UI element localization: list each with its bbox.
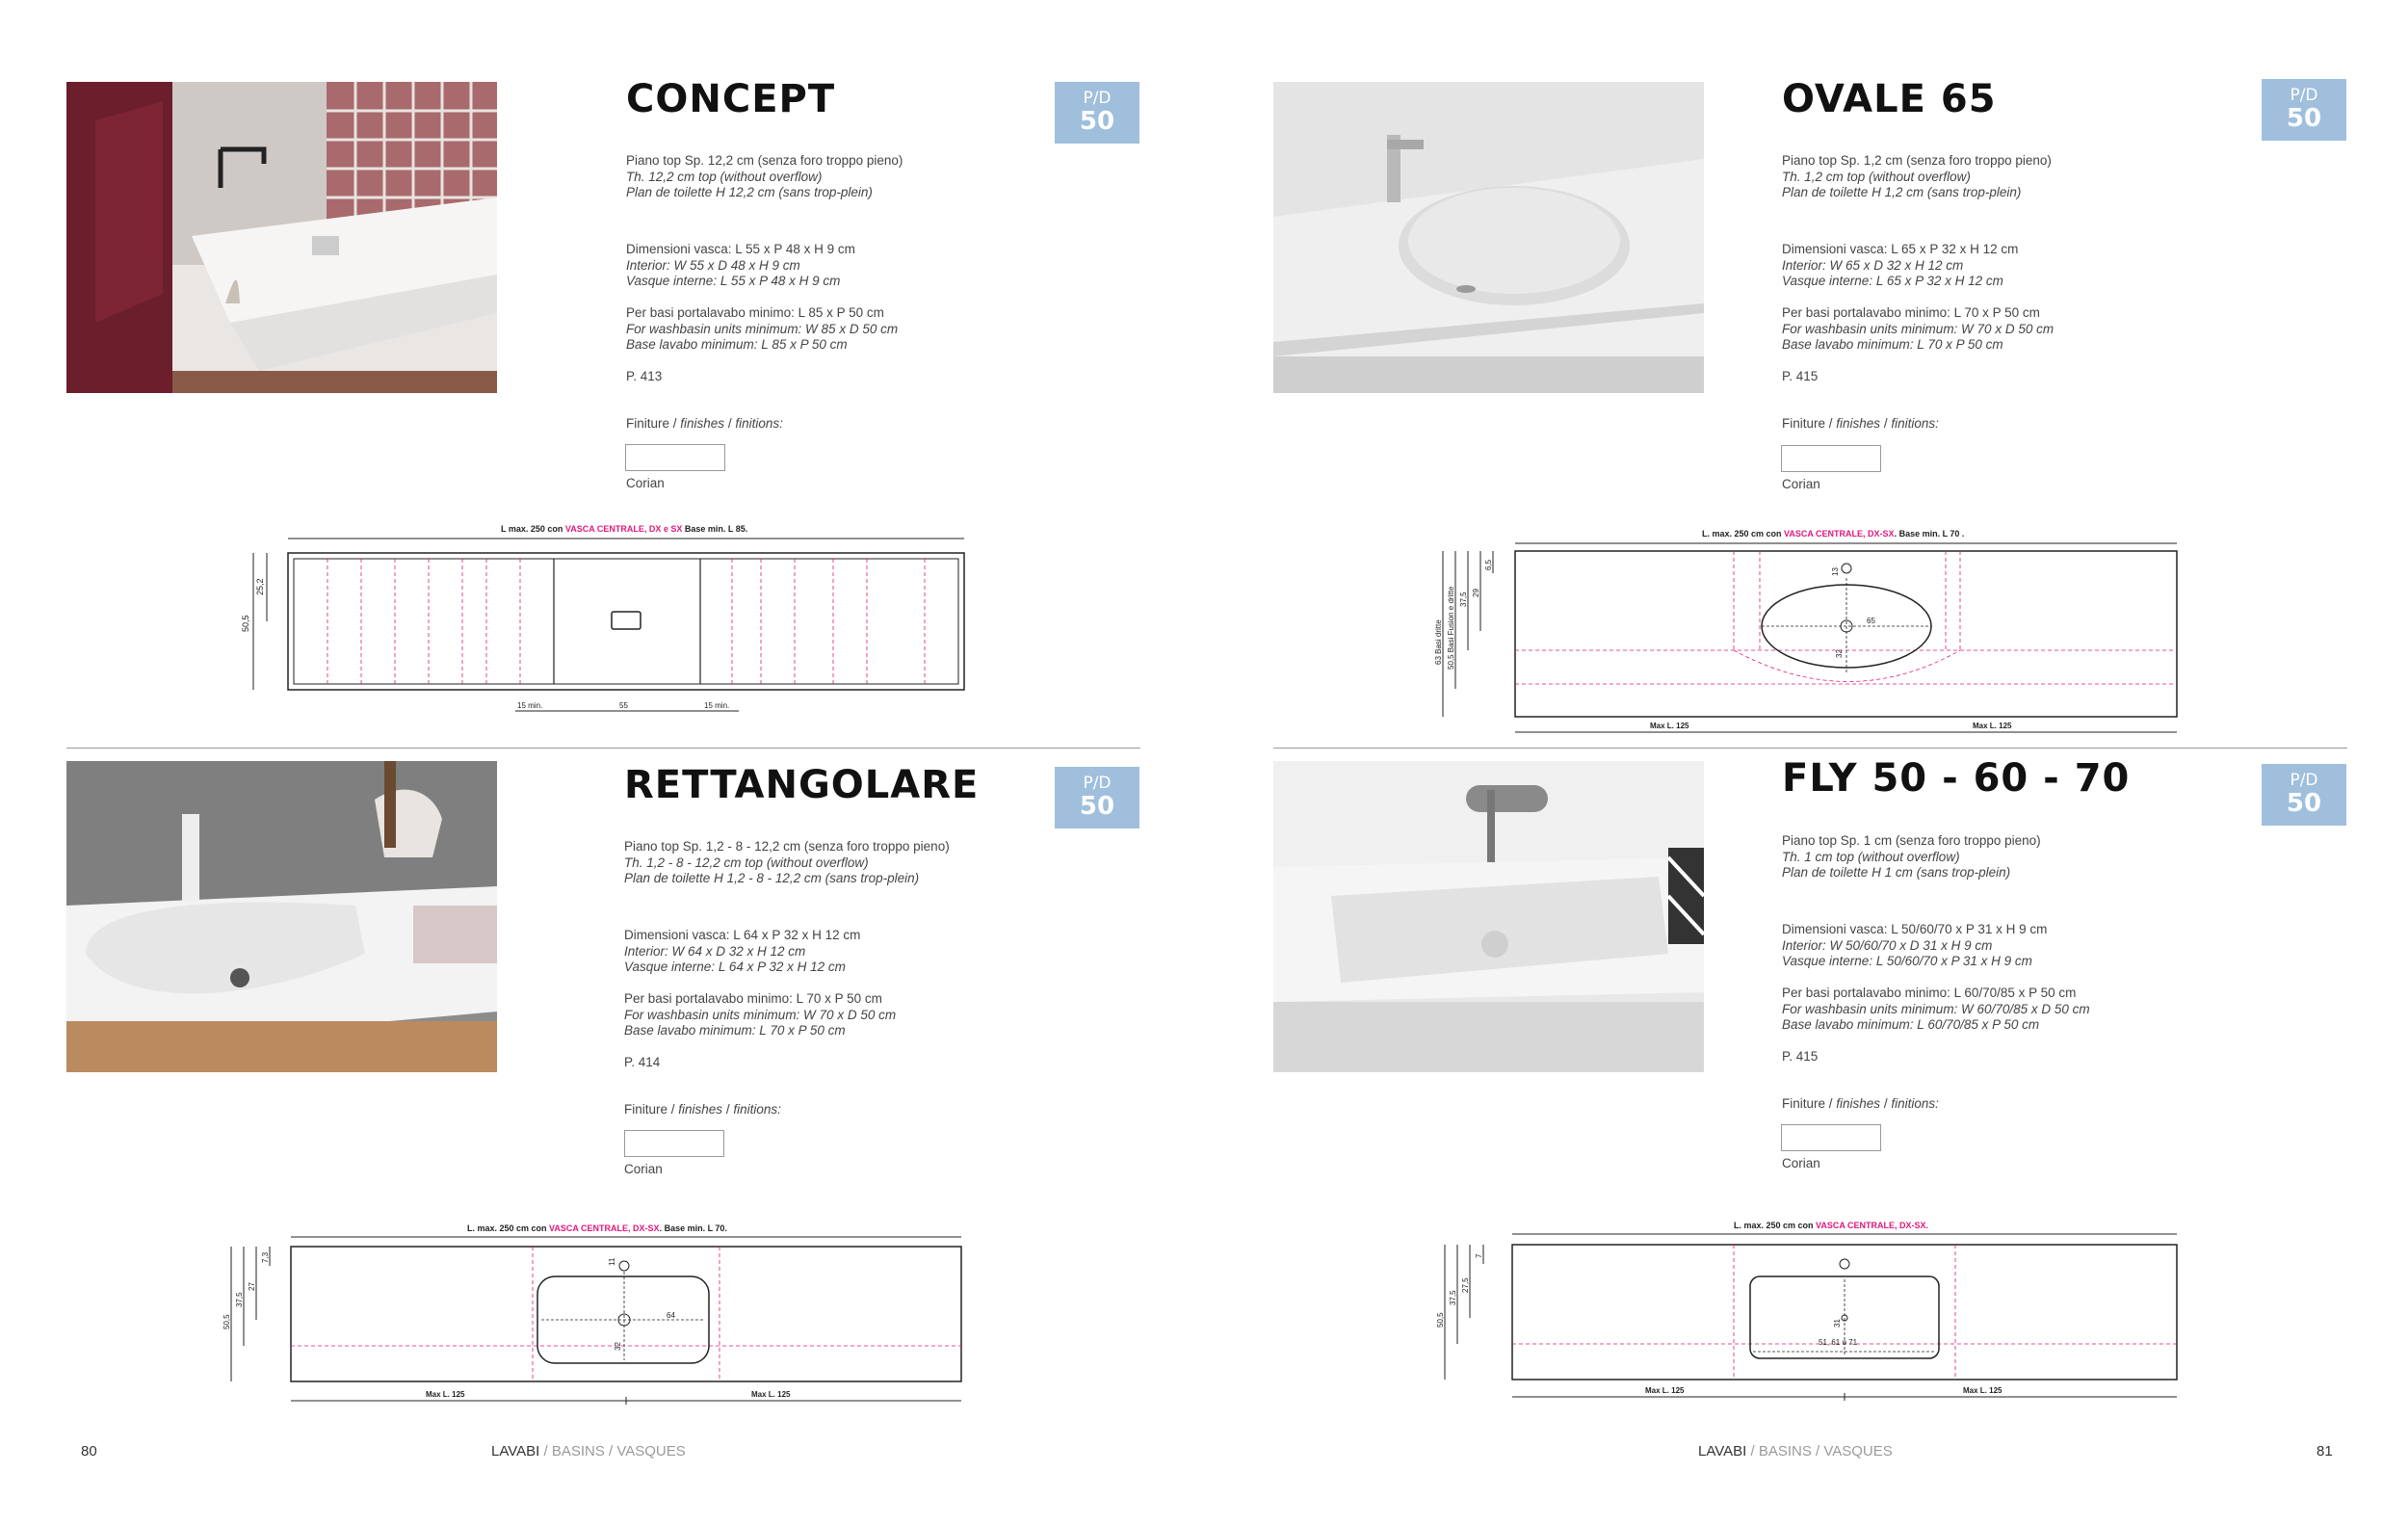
finish-fr: finitions:: [735, 416, 783, 431]
ovale-finish-swatch[interactable]: [1781, 445, 1881, 472]
dims-fr: Vasque interne: L 55 x P 48 x H 9 cm: [626, 274, 841, 288]
ovale-top-spec: [1782, 153, 2052, 201]
rettangolare-dim-27: 27: [248, 1282, 256, 1291]
spec-fr: Plan de toilette H 12,2 cm (sans trop-plein): [626, 185, 873, 199]
fly-dim-275: 27,5: [1461, 1277, 1470, 1293]
ovale-pd-badge: [2262, 79, 2346, 141]
badge-value: 50: [1079, 107, 1115, 136]
rettangolare-material: Corian: [624, 1162, 663, 1176]
rettangolare-dim-505: 50,5: [222, 1314, 231, 1329]
concept-pd-badge: [1055, 82, 1139, 144]
rettangolare-finish-swatch[interactable]: [624, 1130, 724, 1157]
rettangolare-dim-32: 32: [614, 1342, 622, 1351]
fly-dim-375: 37,5: [1449, 1290, 1457, 1305]
spec-it: Piano top Sp. 1,2 - 8 - 12,2 cm (senza foro troppo pieno): [624, 839, 950, 854]
concept-title: CONCEPT: [626, 77, 836, 121]
section-rest: / BASINS / VASQUES: [539, 1443, 686, 1459]
dims-it: Dimensioni vasca: L 64 x P 32 x H 12 cm: [624, 928, 861, 942]
finish-sep: /: [724, 416, 736, 431]
concept-base-min: [626, 305, 898, 354]
dims-fr: Vasque interne: L 50/60/70 x P 31 x H 9 cm: [1782, 954, 2032, 968]
spec-it: Piano top Sp. 1,2 cm (senza foro troppo pieno): [1782, 153, 2052, 168]
base-en: For washbasin units minimum: W 70 x D 50 cm: [1782, 321, 2055, 336]
ovale-basin-dims: [1782, 242, 2018, 290]
ovale-dim-13: 13: [1831, 567, 1840, 576]
fly-top-spec: [1782, 833, 2041, 881]
ovale-dim-375: 37,5: [1459, 592, 1468, 607]
ovale-dim-29: 29: [1472, 589, 1480, 597]
badge-label: P/D: [1083, 89, 1112, 108]
ovale-photo: [1273, 82, 1704, 393]
rettangolare-title: RETTANGOLARE: [624, 763, 980, 807]
concept-dim-55: 55: [619, 701, 628, 710]
dims-it: Dimensioni vasca: L 50/60/70 x P 31 x H 9 cm: [1782, 922, 2048, 936]
ovale-base-min: [1782, 305, 2054, 354]
ovale-title: OVALE 65: [1782, 77, 1997, 121]
fly-dim-505: 50,5: [1436, 1312, 1445, 1328]
section-label-left: [491, 1443, 686, 1459]
ovale-dim-32: 32: [1835, 649, 1844, 658]
finish-en: finishes: [678, 1102, 723, 1117]
badge-value: 50: [1079, 792, 1115, 821]
left-separator: [66, 748, 1140, 749]
spec-fr: Plan de toilette H 1,2 cm (sans trop-plein): [1782, 185, 2022, 199]
concept-draw-top: L max. 250 con VASCA CENTRALE, DX e SX Base min. L 85.: [501, 524, 748, 534]
finish-it: Finiture /: [1782, 416, 1837, 431]
rettangolare-base-min: [624, 991, 896, 1039]
base-fr: Base lavabo minimum: L 85 x P 50 cm: [626, 337, 848, 352]
spec-fr: Plan de toilette H 1 cm (sans trop-plein): [1782, 865, 2011, 880]
base-it: Per basi portalavabo minimo: L 60/70/85 x P 50 cm: [1782, 986, 2077, 1000]
concept-dim-15b: 15 min.: [704, 701, 730, 710]
finish-sep: /: [722, 1102, 734, 1117]
section-label-right: [1698, 1443, 1893, 1459]
finish-it: Finiture /: [624, 1102, 679, 1117]
finish-sep: /: [1880, 416, 1892, 431]
dims-fr: Vasque interne: L 65 x P 32 x H 12 cm: [1782, 274, 2003, 288]
rettangolare-pd-badge: [1055, 767, 1139, 828]
section-main: LAVABI: [491, 1443, 540, 1459]
spec-en: Th. 12,2 cm top (without overflow): [626, 169, 823, 184]
ovale-material: Corian: [1782, 477, 1820, 491]
rettangolare-dim-11: 11: [608, 1257, 616, 1266]
finish-sep: /: [1880, 1096, 1892, 1111]
concept-finish-swatch[interactable]: [625, 444, 725, 471]
fly-dim-31: 31: [1833, 1319, 1842, 1328]
fly-finish-swatch[interactable]: [1781, 1124, 1881, 1151]
base-fr: Base lavabo minimum: L 60/70/85 x P 50 cm: [1782, 1017, 2040, 1032]
ovale-page-ref: P. 415: [1782, 369, 1819, 383]
rettangolare-draw-top: L. max. 250 cm con VASCA CENTRALE, DX-SX. Base min. L 70.: [467, 1223, 727, 1233]
fly-photo: [1273, 761, 1704, 1072]
spec-en: Th. 1,2 - 8 - 12,2 cm top (without overflow): [624, 855, 869, 870]
finish-en: finishes: [1836, 416, 1881, 431]
spec-it: Piano top Sp. 1 cm (senza foro troppo pieno): [1782, 833, 2041, 848]
base-it: Per basi portalavabo minimo: L 70 x P 50 cm: [1782, 305, 2040, 320]
rettangolare-dim-73: 7,3: [261, 1251, 270, 1263]
badge-value: 50: [2286, 104, 2322, 133]
finish-fr: finitions:: [1891, 416, 1939, 431]
ovale-dim-65s: 6,5: [1484, 559, 1493, 570]
fly-page-ref: P. 415: [1782, 1049, 1819, 1064]
section-rest: / BASINS / VASQUES: [1746, 1443, 1893, 1459]
fly-title: FLY 50 - 60 - 70: [1782, 756, 2131, 801]
base-en: For washbasin units minimum: W 70 x D 50 cm: [624, 1007, 897, 1022]
base-fr: Base lavabo minimum: L 70 x P 50 cm: [624, 1023, 846, 1038]
ovale-dim-63: 63 Basi dritte: [1434, 619, 1443, 665]
ovale-finishes-label: [1782, 416, 1939, 431]
base-en: For washbasin units minimum: W 60/70/85 x D 50 cm: [1782, 1001, 2090, 1016]
ovale-draw-top: L. max. 250 cm con VASCA CENTRALE, DX-SX. Base min. L 70 .: [1702, 529, 1965, 539]
spec-fr: Plan de toilette H 1,2 - 8 - 12,2 cm (sans trop-plein): [624, 871, 920, 885]
finish-it: Finiture /: [1782, 1096, 1837, 1111]
concept-material: Corian: [626, 476, 665, 490]
fly-max-left: Max L. 125: [1645, 1386, 1685, 1395]
finish-it: Finiture /: [626, 416, 681, 431]
dims-en: Interior: W 64 x D 32 x H 12 cm: [624, 943, 806, 959]
concept-basin-dims: [626, 242, 855, 290]
ovale-max-right: Max L. 125: [1973, 722, 2012, 730]
concept-dim-left: 50,5: [241, 615, 250, 632]
concept-dim-inner: 25,2: [255, 578, 265, 595]
section-main: LAVABI: [1698, 1443, 1747, 1459]
base-it: Per basi portalavabo minimo: L 70 x P 50 cm: [624, 991, 882, 1006]
rettangolare-max-right: Max L. 125: [751, 1390, 791, 1399]
dims-en: Interior: W 50/60/70 x D 31 x H 9 cm: [1782, 937, 1993, 953]
page-number-right: 81: [2316, 1443, 2333, 1459]
fly-pd-badge: [2262, 764, 2346, 826]
dims-en: Interior: W 65 x D 32 x H 12 cm: [1782, 257, 1964, 273]
fly-dim-7: 7: [1475, 1253, 1483, 1258]
fly-finishes-label: [1782, 1096, 1939, 1111]
dims-fr: Vasque interne: L 64 x P 32 x H 12 cm: [624, 960, 846, 974]
badge-value: 50: [2286, 789, 2322, 818]
base-fr: Base lavabo minimum: L 70 x P 50 cm: [1782, 337, 2003, 352]
rettangolare-page-ref: P. 414: [624, 1055, 661, 1069]
concept-dim-15a: 15 min.: [517, 701, 543, 710]
fly-max-right: Max L. 125: [1963, 1386, 2002, 1395]
fly-draw-top: L. max. 250 cm con VASCA CENTRALE, DX-SX.: [1734, 1221, 1929, 1230]
rettangolare-dim-375: 37,5: [235, 1292, 244, 1307]
ovale-max-left: Max L. 125: [1650, 722, 1689, 730]
concept-drawing: [226, 518, 978, 721]
fly-dim-width: 51, 61 o 71: [1819, 1338, 1858, 1347]
rettangolare-drawing: [212, 1216, 973, 1408]
badge-label: P/D: [1083, 774, 1112, 793]
ovale-drawing: [1426, 520, 2186, 737]
finish-en: finishes: [1836, 1096, 1881, 1111]
spec-en: Th. 1,2 cm top (without overflow): [1782, 169, 1971, 184]
fly-drawing: [1426, 1214, 2186, 1407]
dims-it: Dimensioni vasca: L 65 x P 32 x H 12 cm: [1782, 242, 2019, 256]
base-en: For washbasin units minimum: W 85 x D 50 cm: [626, 321, 899, 336]
rettangolare-top-spec: [624, 839, 950, 887]
badge-label: P/D: [2290, 771, 2318, 790]
base-it: Per basi portalavabo minimo: L 85 x P 50 cm: [626, 305, 884, 320]
fly-base-min: [1782, 986, 2090, 1034]
fly-basin-dims: [1782, 922, 2047, 970]
rettangolare-dim-64: 64: [667, 1311, 675, 1320]
concept-photo: [66, 82, 497, 393]
concept-finishes-label: [626, 416, 783, 431]
ovale-dim-505: 50,5 Basi Fusion e dritte: [1447, 586, 1455, 670]
dims-it: Dimensioni vasca: L 55 x P 48 x H 9 cm: [626, 242, 855, 256]
rettangolare-finishes-label: [624, 1102, 781, 1117]
finish-en: finishes: [680, 416, 725, 431]
rettangolare-basin-dims: [624, 928, 860, 976]
finish-fr: finitions:: [733, 1102, 781, 1117]
badge-label: P/D: [2290, 86, 2318, 105]
rettangolare-max-left: Max L. 125: [426, 1390, 465, 1399]
dims-en: Interior: W 55 x D 48 x H 9 cm: [626, 257, 800, 273]
rettangolare-photo: [66, 761, 497, 1072]
spec-it: Piano top Sp. 12,2 cm (senza foro troppo pieno): [626, 153, 903, 168]
concept-page-ref: P. 413: [626, 369, 663, 383]
spec-en: Th. 1 cm top (without overflow): [1782, 849, 1960, 864]
fly-material: Corian: [1782, 1156, 1820, 1170]
finish-fr: finitions:: [1891, 1096, 1939, 1111]
concept-top-spec: [626, 153, 903, 201]
page-number-left: 80: [81, 1443, 97, 1459]
right-separator: [1273, 748, 2347, 749]
ovale-dim-65: 65: [1867, 617, 1875, 625]
